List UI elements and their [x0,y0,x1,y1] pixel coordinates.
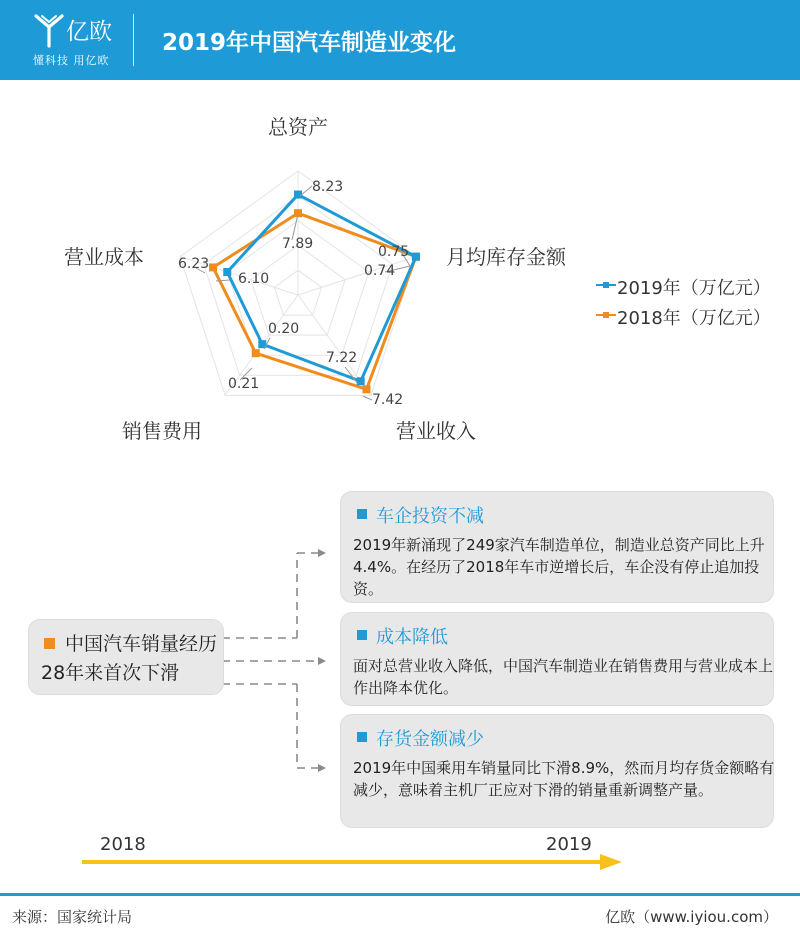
card-body: 2019年中国乘用车销量同比下滑8.9%，然而月均存货金额略有减少，意味着主机厂正应对下滑的销量重新调整产量。 [353,759,775,799]
footer-source: 来源：国家统计局 [12,908,133,926]
card-title [357,623,448,649]
radar-axis-label: 总资产 [268,115,328,139]
radar-axis-label: 营业收入 [396,419,476,443]
radar-value-label: 0.74 [364,263,396,279]
radar-axis-label: 营业成本 [64,245,144,269]
logo-text: 亿欧 [66,19,112,45]
card-body: 面对总营业收入降低，中国汽车制造业在销售费用与营业成本上作出降本优化。 [353,657,774,697]
center-summary-box [28,619,224,695]
card-title-text: 存货金额减少 [376,729,484,750]
card-cost [340,612,774,706]
legend-label-2018: 2018年（万亿元） [617,308,771,329]
legend-label-2019: 2019年（万亿元） [617,278,771,299]
radar-value-label: 7.22 [326,350,358,366]
radar-value-label: 0.20 [268,321,300,337]
footer-divider [0,893,800,896]
timeline-bar [82,860,602,864]
radar-value-label: 7.42 [372,392,404,408]
footer-site: 亿欧（www.iyiou.com） [605,908,778,926]
radar-value-label: 0.75 [378,244,410,260]
card-title [357,725,484,751]
timeline-start-year: 2018 [100,834,146,855]
radar-value-label: 0.21 [228,376,260,392]
radar-value-label: 6.23 [178,256,210,272]
blue-bullet-icon [357,732,367,742]
card-title-text: 车企投资不减 [376,506,484,527]
timeline-end-year: 2019 [546,834,592,855]
card-title [357,502,484,528]
blue-bullet-icon [357,509,367,519]
card-investment [340,491,774,603]
card-body: 2019年新涌现了249家汽车制造单位，制造业总资产同比上升4.4%。在经历了2018年车市逆增长后，车企没有停止追加投资。 [353,536,765,598]
logo-slogan: 懂科技 用亿欧 [33,54,110,67]
radar-axis-label: 月均库存金额 [446,245,566,269]
center-summary-text: 中国汽车销量经历28年来首次下滑 [41,633,218,684]
radar-value-label: 6.10 [238,271,270,287]
card-inventory [340,714,774,828]
card-title-text: 成本降低 [376,627,448,648]
radar-axis-label: 销售费用 [122,419,202,443]
radar-value-label: 8.23 [312,179,344,195]
timeline-arrow-icon [600,854,622,870]
page-title: 2019年中国汽车制造业变化 [162,30,457,56]
radar-value-label: 7.89 [282,236,314,252]
blue-bullet-icon [357,630,367,640]
